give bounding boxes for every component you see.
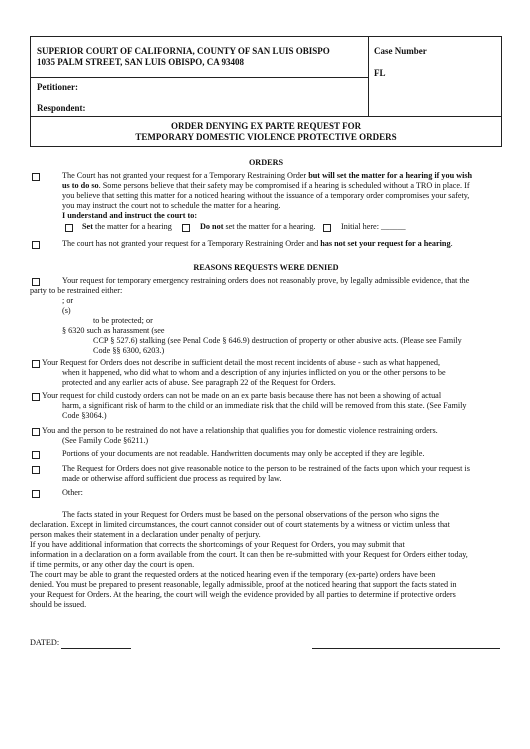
reason-proof-sub-f: Code §§ 6300, 6203.) [93,346,165,355]
closing-p1-line3: person makes their statement in a declaration under penalty of perjury. [30,530,261,539]
reason-readable-checkbox[interactable] [32,451,40,459]
signature-line[interactable] [312,648,500,649]
reason-proof-line2: party to be restrained either: [30,286,123,295]
reason-proof-sub-d: § 6320 such as harassment (see [62,326,165,335]
set-hearing-label: Set the matter for a hearing [82,222,172,231]
reason-proof-sub-c: to be protected; or [93,316,153,325]
reason-proof-checkbox[interactable] [32,278,40,286]
reason-custody-line3: Code §3064.) [62,411,107,420]
reason-proof-line1: Your request for temporary emergency restraining orders does not reasonably prove, by legally admissible evidence, that the [62,276,470,285]
order-hearing-line1: The Court has not granted your request for a Temporary Restraining Order but will set the matter for a hearing if you wish [62,171,473,180]
initial-here-field[interactable]: Initial here: ______ [341,222,406,231]
donot-hearing-label: Do not set the matter for a hearing. [200,222,316,231]
case-number-label: Case Number [374,46,427,56]
case-number-divider [368,36,369,116]
orders-heading: ORDERS [248,158,284,167]
document-title-line2: TEMPORARY DOMESTIC VIOLENCE PROTECTIVE ORDERS [135,132,397,142]
order-hearing-line3: you believe that setting this matter for a noticed hearing without the issuance of a temporary order compromises your safety, [62,191,470,200]
reason-relationship-line2: (See Family Code §6211.) [62,436,149,445]
reasons-heading: REASONS REQUESTS WERE DENIED [193,263,339,272]
reason-proof-sub-a: ; or [62,296,74,305]
set-hearing-checkbox[interactable] [65,224,73,232]
initial-checkbox[interactable] [323,224,331,232]
reason-detail-line1: Your Request for Orders does not describe in sufficient detail the most recent incidents of abuse - such as what happened, [42,358,441,367]
reason-other-checkbox[interactable] [32,490,40,498]
closing-p2-line1: If you have additional information that corrects the shortcomings of your Request for Orders, you may submit that [30,540,405,549]
closing-p3-line1: The court may be able to grant the requested orders at the noticed hearing even if the temporary (ex-parte) orders have been [30,570,436,579]
order-hearing-line2: us to do so. Some persons believe that their safety may be compromised if a hearing is scheduled without a TRO in place. If [62,181,470,190]
document-title-line1: ORDER DENYING EX PARTE REQUEST FOR [170,121,362,131]
closing-p1-line2: declaration. Except in limited circumstances, the court cannot consider out of court statements by a witness or victim unless that [30,520,450,529]
reason-relationship-checkbox[interactable] [32,428,40,436]
parties-rule [30,116,502,117]
date-line[interactable] [61,648,131,649]
respondent-label: Respondent: [37,103,86,113]
closing-p2-line3: if time permits, or any other day the court is open. [30,560,195,569]
closing-p3-line4: should be issued. [30,600,87,609]
reason-other-label: Other: [62,488,83,497]
order-no-hearing-text: The court has not granted your request for a Temporary Restraining Order and has not set your request for a hearing. [62,239,453,248]
case-fl-prefix: FL [374,68,386,78]
reason-notice-line1: The Request for Orders does not give reasonable notice to the person to be restrained of the facts upon which your request is [62,464,470,473]
reason-detail-line2: when it happened, who did what to whom and a description of any injuries inflicted on you or the other persons to be [62,368,446,377]
reason-proof-sub-b: (s) [62,306,71,315]
petitioner-label: Petitioner: [37,82,78,92]
court-name-rule [30,77,368,78]
reason-detail-line3: protected and any earlier acts of abuse. See paragraph 22 of the Request for Orders. [62,378,336,387]
closing-p3-line2: denied. You must be prepared to present reasonable, legally admissible, proof at the noticed hearing that support the facts stated in [30,580,457,589]
reason-custody-line1: Your request for child custody orders can not be made on an ex parte basis because there has not been a showing of actual [42,391,442,400]
reason-detail-checkbox[interactable] [32,360,40,368]
reason-notice-checkbox[interactable] [32,466,40,474]
court-name: SUPERIOR COURT OF CALIFORNIA, COUNTY OF SAN LUIS OBISPO [37,46,330,56]
title-bottom-rule [30,146,502,147]
court-address: 1035 PALM STREET, SAN LUIS OBISPO, CA 93408 [37,57,244,67]
reason-custody-checkbox[interactable] [32,393,40,401]
order-hearing-checkbox[interactable] [32,173,40,181]
closing-p1-line1: The facts stated in your Request for Orders must be based on the personal observations of the person who signs the [62,510,439,519]
order-instruct-label: I understand and instruct the court to: [62,211,198,220]
dated-label: DATED: [30,638,60,647]
closing-p2-line2: information in a declaration on a form available from the court. It can then be re-submitted with your Request for Orders either today, [30,550,468,559]
reason-notice-line2: made or otherwise afford sufficient due process as required by law. [62,474,282,483]
order-hearing-line4: you may instruct the court not to schedule the matter for a hearing. [62,201,281,210]
header-top-rule [30,36,502,37]
reason-relationship-line1: You and the person to be restrained do not have a relationship that qualifies you for domestic violence restraining orders. [42,426,438,435]
reason-readable-text: Portions of your documents are not readable. Handwritten documents may only be accepted if they are legible. [62,449,425,458]
closing-p3-line3: your Request for Orders. At the hearing, the court will weigh the evidence provided by all parties to determine if protective orders [30,590,456,599]
reason-custody-line2: harm, a significant risk of harm to the child or an immediate risk that the child will be removed from this state. (See Family [62,401,467,410]
reason-proof-sub-e: CCP § 527.6) stalking (see Penal Code § 646.9) destruction of property or other abusive acts. (Please see Family [93,336,462,345]
order-no-hearing-checkbox[interactable] [32,241,40,249]
donot-hearing-checkbox[interactable] [182,224,190,232]
